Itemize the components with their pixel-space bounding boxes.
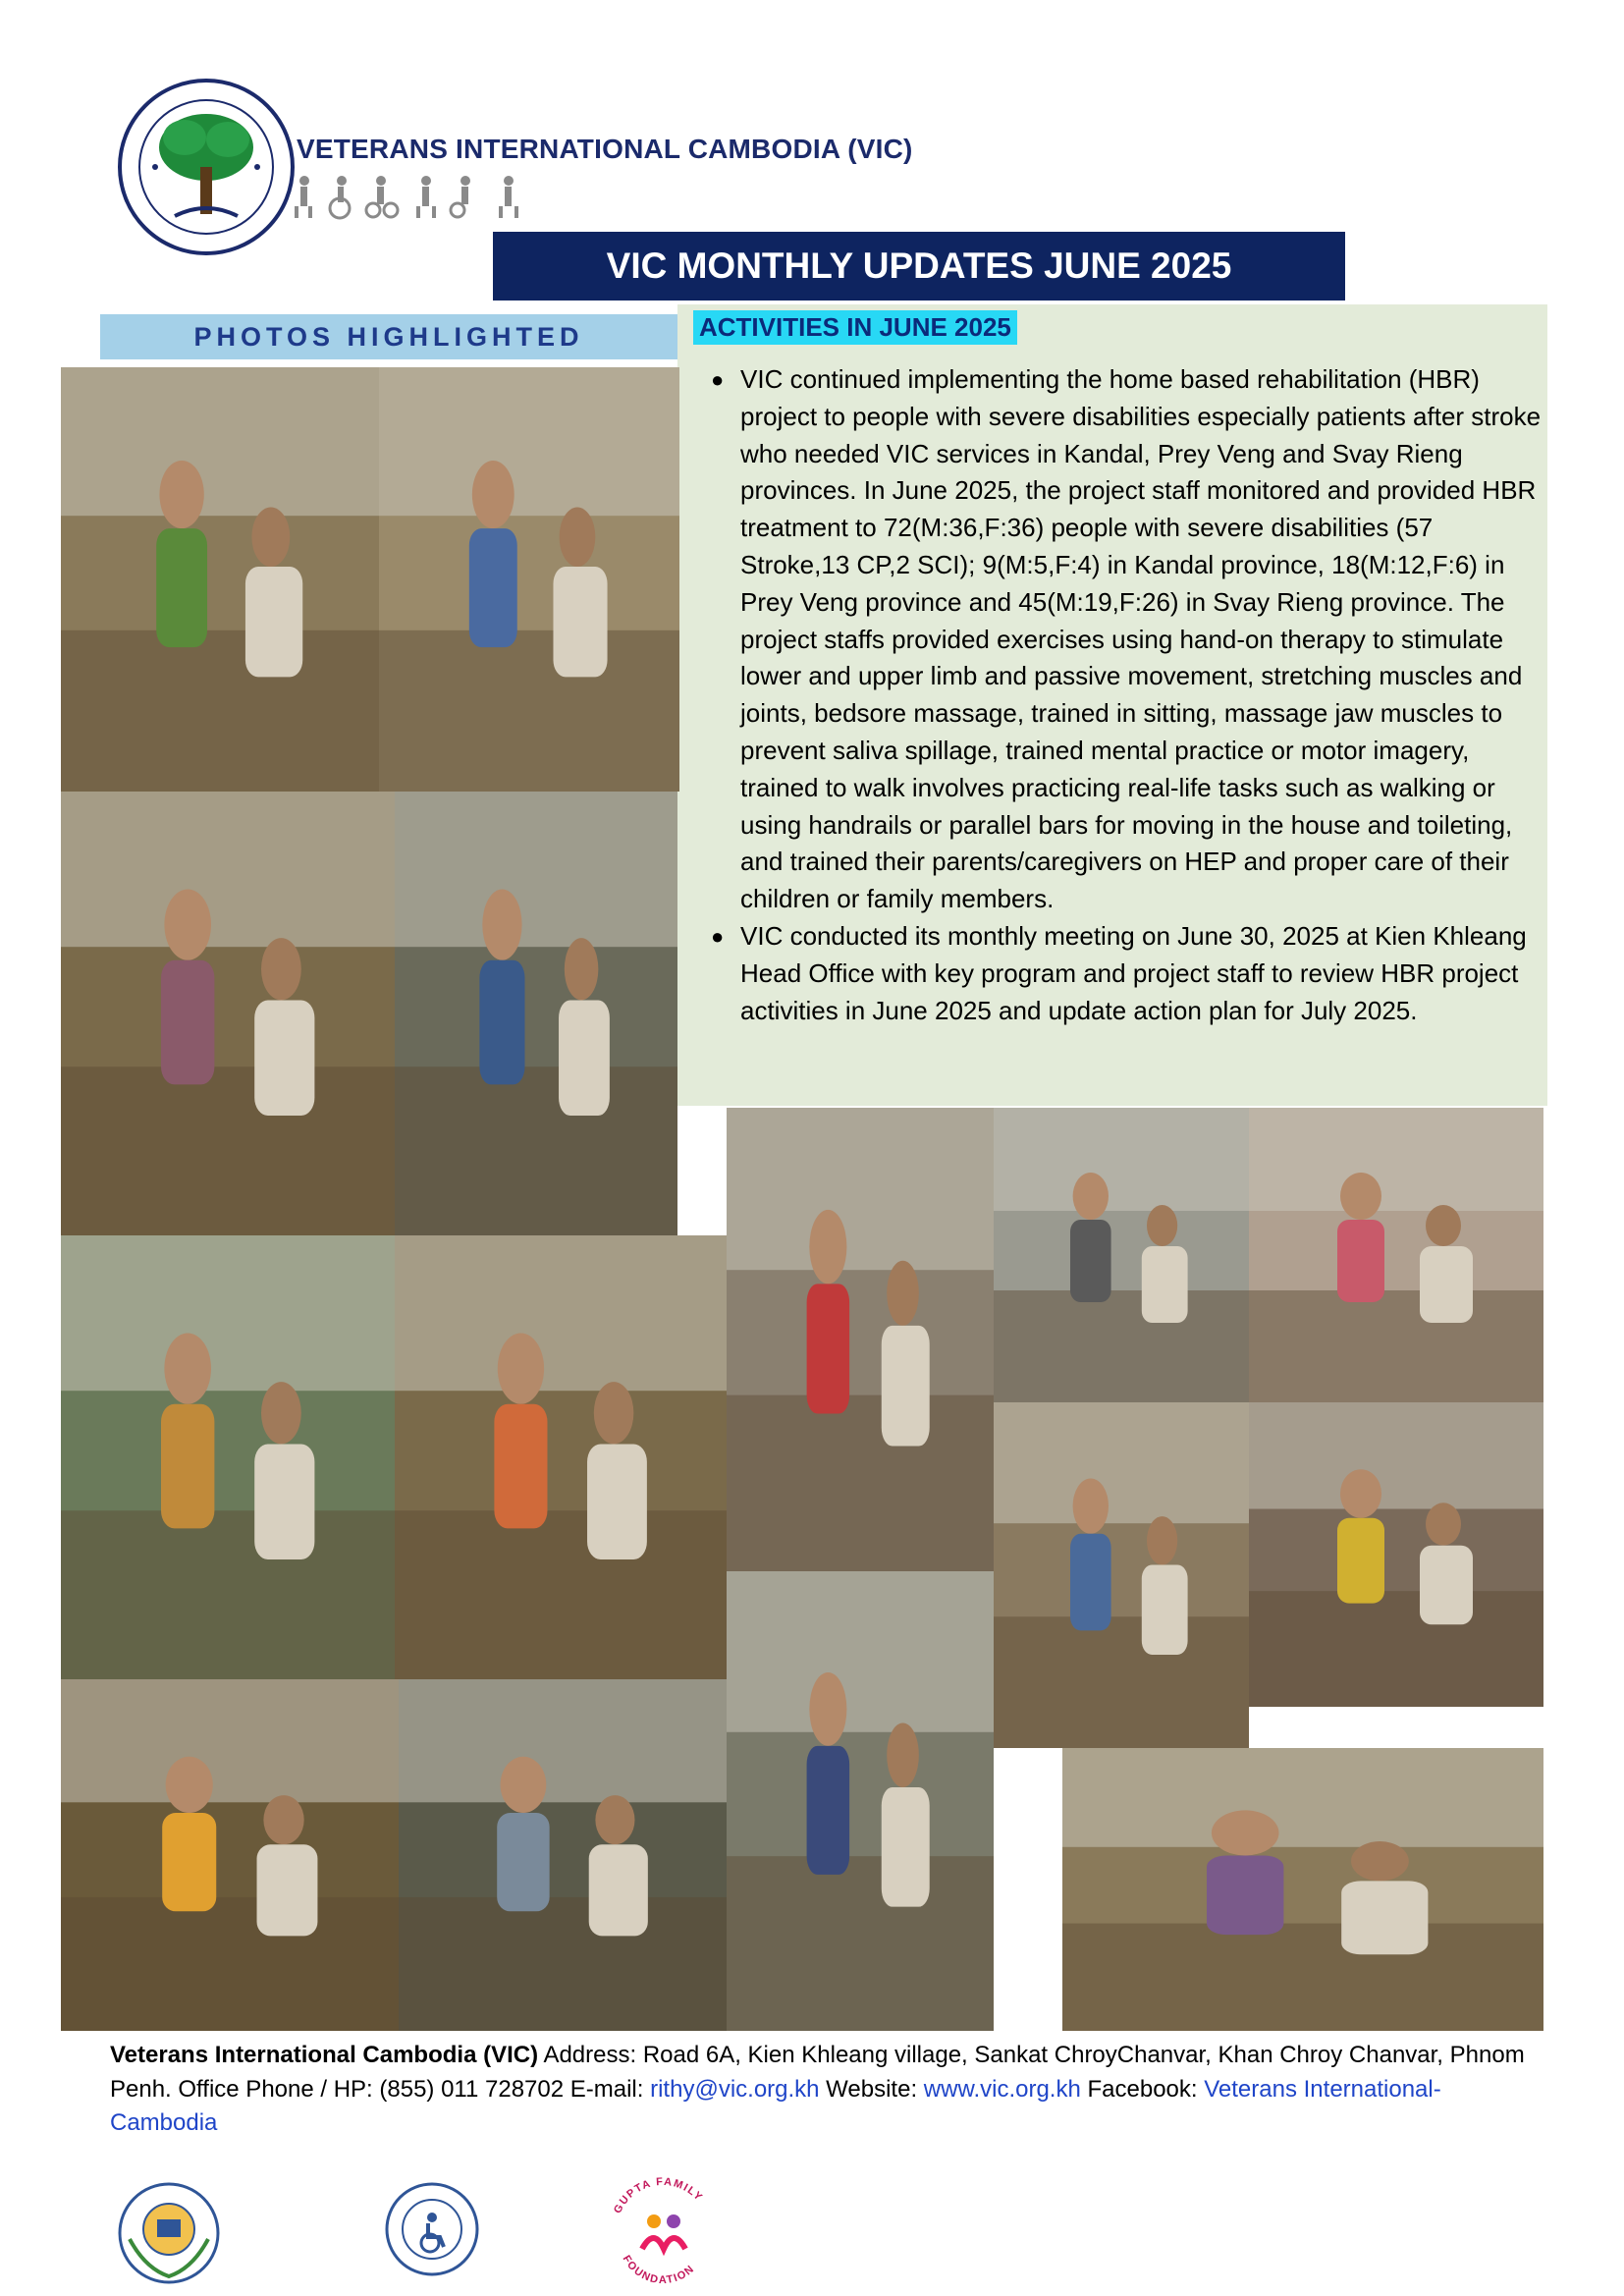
website-link[interactable]: www.vic.org.kh bbox=[923, 2075, 1081, 2103]
partner-logo-1 bbox=[116, 2180, 222, 2286]
photo-7 bbox=[727, 1108, 994, 1571]
email-link[interactable]: rithy@vic.org.kh bbox=[650, 2075, 820, 2103]
photo-9 bbox=[1249, 1108, 1543, 1402]
svg-text:GUPTA FAMILY: GUPTA FAMILY bbox=[612, 2175, 706, 2216]
photo-3 bbox=[61, 792, 395, 1235]
photo-6 bbox=[395, 1235, 727, 1679]
website-label: Website: bbox=[819, 2075, 924, 2103]
disability-figures-icon bbox=[291, 173, 536, 220]
photo-4 bbox=[395, 792, 677, 1235]
bullet-icon: ● bbox=[711, 367, 725, 392]
photo-13 bbox=[399, 1679, 727, 2031]
footer-address: Address: Road 6A, Kien Khleang village, Sankat ChroyChanvar, Khan Chroy Chanvar, Phnom Penh. Office Phone / HP: (855) 011 728702 E-mail: bbox=[110, 2042, 1525, 2103]
photo-2 bbox=[379, 367, 679, 792]
activity-item: ● VIC conducted its monthly meeting on June 30, 2025 at Kien Khleang Head Office with key program and project staff to review HBR project activities in June 2025 and update action plan for July 2025. bbox=[699, 918, 1543, 1029]
photo-10 bbox=[994, 1402, 1249, 1748]
photo-11 bbox=[1249, 1402, 1543, 1707]
vic-logo bbox=[116, 77, 297, 257]
organization-name: VETERANS INTERNATIONAL CAMBODIA (VIC) bbox=[297, 134, 913, 164]
photo-5 bbox=[61, 1235, 395, 1679]
facebook-link[interactable]: Veterans International-Cambodia bbox=[110, 2075, 1441, 2136]
partner-logo-3 bbox=[599, 2170, 727, 2288]
photo-8 bbox=[994, 1108, 1249, 1402]
activities-heading: ACTIVITIES IN JUNE 2025 bbox=[693, 310, 1017, 345]
facebook-label: Facebook: bbox=[1080, 2075, 1205, 2103]
page-title: VIC MONTHLY UPDATES JUNE 2025 bbox=[493, 232, 1345, 301]
svg-text:FOUNDATION: FOUNDATION bbox=[620, 2253, 697, 2287]
photos-highlighted-label: PHOTOS HIGHLIGHTED bbox=[100, 314, 677, 359]
footer-org-name: Veterans International Cambodia (VIC) bbox=[110, 2042, 539, 2068]
partner-logo-2 bbox=[383, 2180, 481, 2278]
photo-1 bbox=[61, 367, 379, 792]
photo-12 bbox=[61, 1679, 399, 2031]
photo-15 bbox=[1062, 1748, 1543, 2031]
activity-item: ● VIC continued implementing the home based rehabilitation (HBR) project to people with severe disabilities especially patients after stroke who needed VIC services in Kandal, Prey Veng and Svay Rieng provinces. In June 2025, the project staff monitored and provided HBR treatment to 72(M:36,F:36) people with severe disabilities (57 Stroke,13 CP,2 SCI); 9(M:5,F:4) in Kandal province, 18(M:12,F:6) in Prey Veng province and 45(M:19,F:26) in Svay Rieng province. The project staffs provided exercises using hand-on therapy to stimulate lower and upper limb and passive movement, stretching muscles and joints, bedsore massage, trained in sitting, massage jaw muscles to prevent saliva spillage, trained mental practice or motor imagery, trained to walk involves practicing real-life tasks such as walking or using handrails or parallel bars for moving in the house and toileting, and trained their parents/caregivers on HEP and proper care of their children or family members. bbox=[699, 361, 1543, 918]
photo-14 bbox=[727, 1571, 994, 2031]
footer-contact bbox=[110, 2039, 1543, 2141]
bullet-icon: ● bbox=[711, 923, 725, 949]
activities-list bbox=[699, 361, 1543, 1029]
